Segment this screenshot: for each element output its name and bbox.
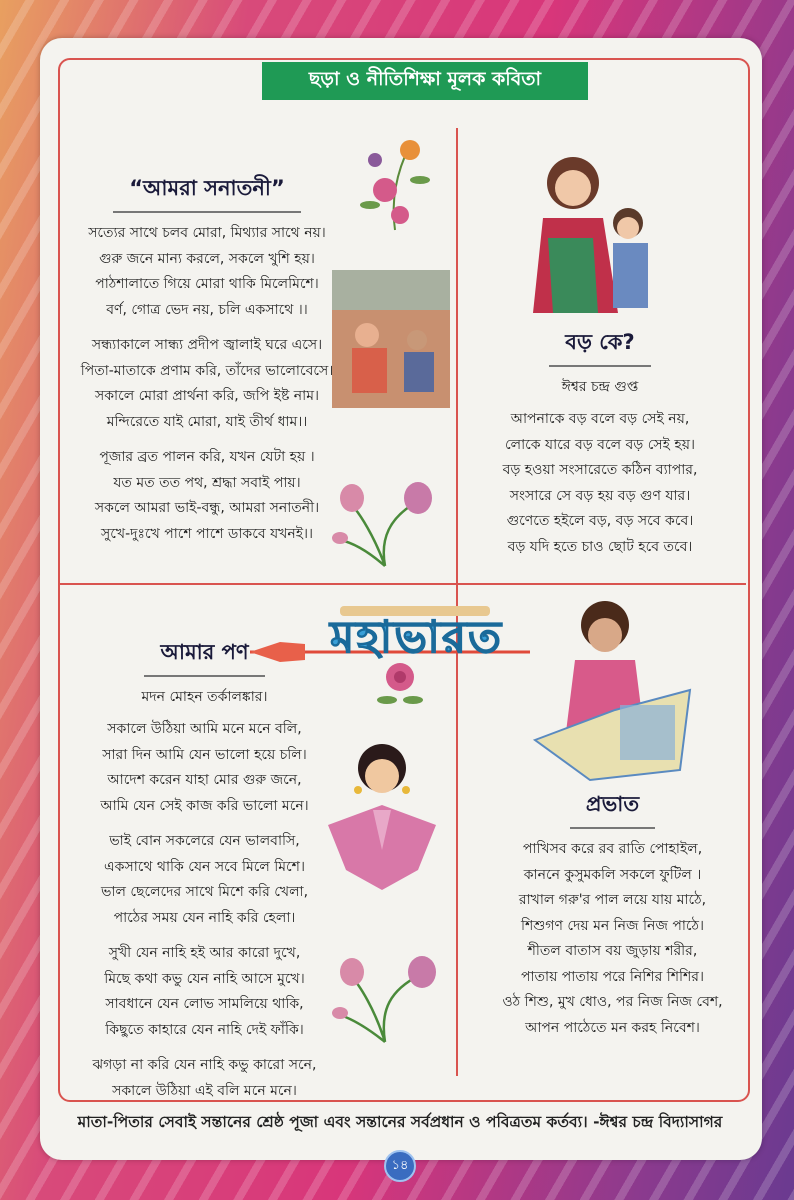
poem-line: একসাথে থাকি যেন সবে মিলে মিশে। [104, 858, 305, 875]
poem-line: সুখে-দুঃখে পাশে পাশে ডাকবে যখনই।। [101, 525, 313, 542]
poem-line: আদেশ করেন যাহা মোর গুরু জনে, [107, 772, 302, 788]
poem-line: কিছুতে কাহারে যেন নাহি দেই ফাঁকি। [105, 1021, 304, 1038]
poem-probhat [470, 788, 755, 1051]
poem-line: শীতল বাতাস বয় জুড়ায় শরীর, [527, 943, 698, 959]
poem-line: মন্দিরেতে যাই মোরা, যাই তীর্থ ধাম।। [106, 413, 308, 430]
poem-line: পিতা-মাতাকে প্রণাম করি, তাঁদের ভালোবেসে। [80, 362, 334, 379]
poem-author: ঈশ্বর চন্দ্র গুপ্ত [561, 379, 639, 395]
rose-illustration [375, 655, 425, 710]
poem-stanza [62, 717, 347, 819]
poem-stanza [62, 445, 352, 547]
poem-line: সাবধানে যেন লোভ সামলিয়ে থাকি, [105, 996, 304, 1012]
poem-line: সকালে উঠিয়া আমি মনে মনে বলি, [107, 721, 302, 737]
poem-stanza [465, 407, 735, 560]
poem-line: পাঠের সময় যেন নাহি করি হেলা। [113, 909, 296, 926]
poem-line: বড় হওয়া সংসারেতে কঠিন ব্যাপার, [502, 462, 698, 478]
poem-stanza [62, 829, 347, 931]
poem-line: বড় যদি হতে চাও ছোট হবে তবে। [507, 538, 693, 555]
poem-line: সন্ধ্যাকালে সান্ধ্য প্রদীপ জ্বালাই ঘরে এসে। [91, 337, 323, 353]
poem-title: প্রভাত [570, 788, 655, 829]
poem-line: সংসারে সে বড় হয় বড় গুণ যার। [509, 487, 691, 504]
poem-line: রাখাল গরু'র পাল লয়ে যায় মাঠে, [518, 892, 707, 908]
poem-line: গুরু জনে মান্য করলে, সকলে খুশি হয়। [99, 250, 315, 267]
poem-title: “আমরা সনাতনী” [113, 172, 301, 213]
flower-illustration-top [350, 125, 440, 235]
poem-line: ভাল ছেলেদের সাথে মিশে করি খেলা, [100, 884, 309, 900]
poem-line: সকালে উঠিয়া এই বলি মনে মনে। [112, 1082, 297, 1099]
girl-reading-illustration [530, 590, 695, 790]
page-number: ১৪ [384, 1150, 416, 1182]
poem-line: সুখী যেন নাহি হই আর কারো দুখে, [108, 945, 301, 961]
poem-stanza [470, 837, 755, 1041]
poem-author: মদন মোহন তর্কালঙ্কার। [141, 689, 268, 705]
footer-quote: মাতা-পিতার সেবাই সন্তানের শ্রেষ্ঠ পূজা এবং সন্তানের সর্বপ্রধান ও পবিত্রতম কর্তব্য। -ঈশ্বর চন্দ্র বিদ্যাসাগর [77, 1113, 723, 1131]
poem-title: আমার পণ [144, 636, 264, 677]
poem-line: সকালে মোরা প্রার্থনা করি, জপি ইষ্ট নাম। [95, 388, 319, 404]
poem-stanza [62, 221, 352, 323]
poem-line: পাতায় পাতায় পরে নিশির শিশির। [520, 968, 704, 985]
poem-line: গুণেতে হইলে বড়, বড় সবে কবে। [506, 513, 694, 529]
horizontal-divider [60, 583, 746, 585]
poem-line: পাখিসব করে রব রাতি পোহাইল, [522, 841, 703, 857]
logo-text: মহাভারত [330, 612, 504, 663]
poem-stanza [62, 941, 347, 1043]
mother-child-illustration [518, 148, 663, 313]
tulip-illustration-bottom [330, 950, 445, 1045]
poem-line: আমি যেন সেই কাজ করি ভালো মনে। [100, 797, 309, 814]
poem-line: সারা দিন আমি যেন ভালো হয়ে চলি। [102, 746, 307, 763]
poem-boro-ke [465, 326, 735, 570]
poem-line: লোকে যারে বড় বলে বড় সেই হয়। [505, 436, 695, 453]
poem-line: মিছে কথা কভু যেন নাহি আসে মুখে। [104, 970, 305, 987]
poem-line: সত্যের সাথে চলব মোরা, মিথ্যার সাথে নয়। [88, 225, 326, 241]
poem-line: ওঠ শিশু, মুখ ধোও, পর নিজ নিজ বেশ, [502, 994, 723, 1010]
poem-line: ঝগড়া না করি যেন নাহি কভু কারো সনে, [92, 1057, 317, 1073]
poem-title: বড় কে? [549, 326, 650, 367]
poem-line: ভাই বোন সকলেরে যেন ভালবাসি, [109, 833, 300, 849]
poem-stanza [62, 1053, 347, 1104]
poem-line: পূজার ব্রত পালন করি, যখন যেটা হয় । [99, 449, 315, 465]
poem-line: বর্ণ, গোত্র ভেদ নয়, চলি একসাথে ।। [106, 301, 308, 318]
poem-line: যত মত তত পথ, শ্রদ্ধা সবাই পায়। [113, 474, 301, 491]
poem-line: পাঠশালাতে গিয়ে মোরা থাকি মিলেমিশে। [95, 276, 319, 292]
poem-line: শিশুগণ দেয় মন নিজ নিজ পাঠে। [520, 917, 705, 934]
poem-line: কাননে কুসুমকলি সকলে ফুটিল । [523, 866, 702, 883]
poem-amra-sanatani [62, 172, 352, 557]
poem-stanza [62, 333, 352, 435]
poem-line: আপনাকে বড় বলে বড় সেই নয়, [510, 411, 690, 427]
poem-amar-pon [62, 636, 347, 1114]
poem-line: সকলে আমরা ভাই-বন্ধু, আমরা সনাতনী। [94, 500, 320, 516]
poem-line: আপন পাঠেতে মন করহ নিবেশ। [525, 1019, 700, 1036]
section-header: ছড়া ও নীতিশিক্ষা মূলক কবিতা [262, 62, 588, 100]
